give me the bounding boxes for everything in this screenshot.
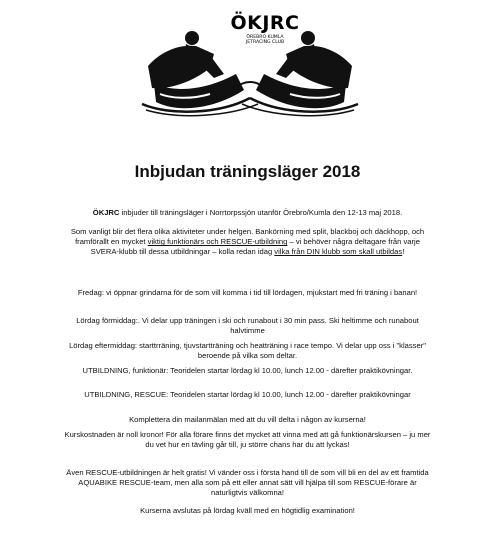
logo-subtitle — [222, 35, 308, 46]
document-body — [60, 208, 435, 516]
activities-text-2: – vi behöver några deltagare från varje SVERA-klubb till dessa utbildningar – kolla redan idag — [90, 237, 420, 257]
closing-paragraph: Kurserna avslutas på lördag kväll med en högtidlig examination! — [140, 506, 355, 515]
saturday-morning-paragraph: Lördag förmiddag:. Vi delar upp träningen i ski och runabout i 30 min pass. Ski heltimme och runabout halvtimme — [76, 316, 419, 336]
logo-subtitle-line1: ÖREBRO KUMLA — [246, 35, 284, 40]
logo-subtitle-line2: JETRACING CLUB — [245, 40, 285, 46]
club-participants-link[interactable]: vilka från DIN klubb som skall utbildas — [274, 247, 403, 257]
intro-text: inbjuder till träningsläger i Norrtorpssjön utanför Örebro/Kumla den 12-13 maj 2018. — [119, 208, 403, 217]
saturday-afternoon-paragraph: Lördag eftermiddag: starttrräning, tjuvstartträning och heatträning i race tempo. Vi delar upp oss i "klasser" beroende på vilka som deltar. — [69, 341, 426, 361]
official-training-link[interactable]: viktig funktionärs och RESCUE-utbildning — [147, 237, 288, 247]
free-course-paragraph: Kurskostnaden är noll kronor! För alla förare finns det mycket att vinna med att gå funktionärskursen – ju mer du vet hur en tävling går till, ju större chans har du att lyckas! — [64, 430, 431, 450]
activities-text-3: ! — [402, 247, 405, 257]
friday-paragraph: Fredag: vi öppnar grindarna för de som vill komma i tid till lördagen, mjukstart med fri träning i banan! — [77, 288, 418, 297]
club-logo — [140, 4, 360, 120]
intro-paragraph — [60, 208, 435, 227]
rescue-free-paragraph: Även RESCUE-utbildningen är helt gratis! Vi vänder oss i första hand till de som vill bli en del av ett framtida AQUABIKE RESCUE-team, men alla som på ett eller annat sätt vill hjälpa till som RESCUE-förare är naturligtvis välkomna! — [66, 468, 429, 498]
activities-paragraph — [60, 227, 435, 269]
complement-paragraph: Komplettera din mailanmälan med att du vill delta i någon av kurserna! — [129, 415, 366, 424]
page-title: Inbjudan träningsläger 2018 — [134, 162, 361, 181]
activities-text-1: Som vanligt blir det flera olika aktiviteter under helgen. Bankörning med split, blackboj och däckhopp, och framförallt en mycket — [70, 227, 425, 247]
logo-title: ÖKJRC — [230, 12, 300, 34]
rescue-course-paragraph: UTBILDNING, RESCUE: Teoridelen startar lördag kl 10.00, lunch 12.00 - därefter praktikövningar — [84, 390, 411, 399]
intro-club-name: ÖKJRC — [92, 208, 120, 217]
official-course-paragraph: UTBILDNING, funktionär: Teoridelen startar lördag kl 10.00, lunch 12.00 - därefter praktikövningar. — [82, 366, 413, 375]
